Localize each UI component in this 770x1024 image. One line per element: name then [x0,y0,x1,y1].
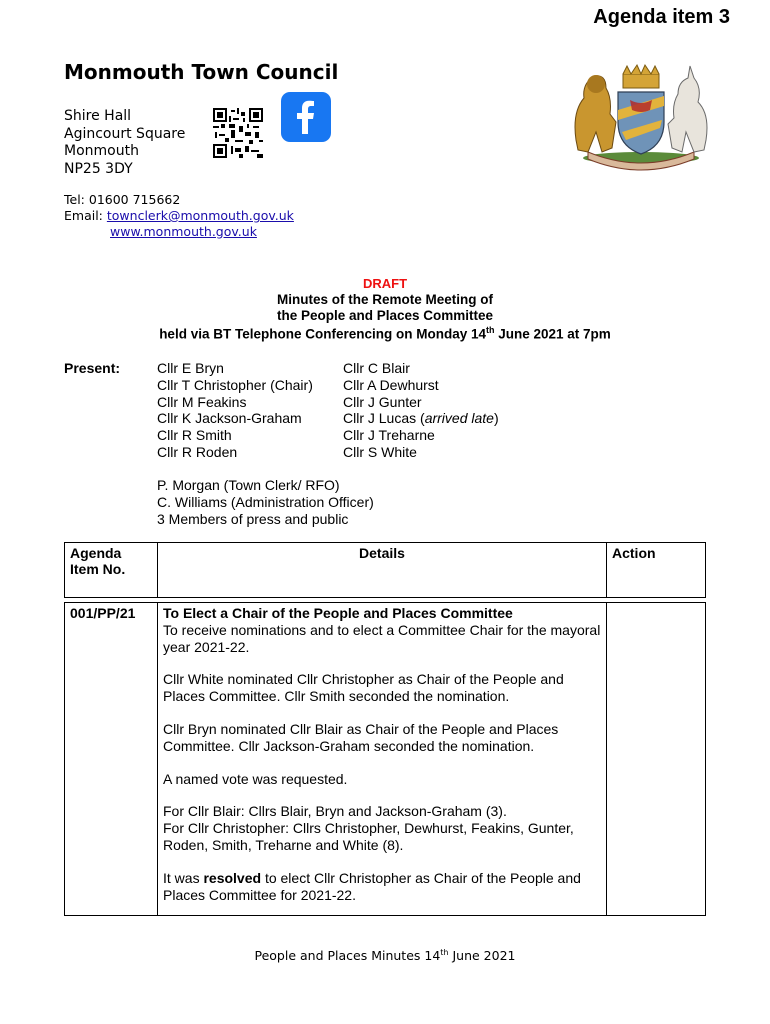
present-label: Present: [64,360,121,376]
email-row [64,208,294,224]
minutes-title-line [0,325,770,342]
footer-text: June 2021 [448,948,516,964]
item-heading: To Elect a Chair of the People and Places Committee [163,605,513,621]
attendee: Cllr K Jackson-Graham [157,410,302,427]
spacer [163,655,601,671]
address-block [64,108,185,178]
telephone: Tel: 01600 715662 [64,192,181,207]
officers-list [157,477,374,527]
table-header-row [65,543,706,598]
attendee: Cllr A Dewhurst [343,376,439,393]
item-paragraph: Cllr Bryn nominated Cllr Blair as Chair of the People and Places Committee. Cllr Jackson-Graham seconded the nomination. [163,720,559,754]
attendee: Cllr J Treharne [343,427,435,444]
item-paragraph: A named vote was requested. [163,770,348,787]
draft-label: DRAFT [362,276,408,291]
resolution-text: to elect Cllr Christopher as Chair of the People and Places Committee for 2021-22. [163,869,581,903]
table-row [65,603,706,916]
agenda-item-label: Agenda item 3 [593,6,730,28]
resolution [163,870,601,904]
resolution-keyword: resolved [203,869,262,886]
address-line: Monmouth [64,143,139,159]
email-link[interactable]: townclerk@monmouth.gov.uk [106,208,294,223]
officer: 3 Members of press and public [157,510,349,527]
council-name: Monmouth Town Council [64,60,339,84]
header-item-no: Agenda Item No. [65,543,158,598]
attendee-name: Cllr J Lucas ( [343,410,425,427]
vote-results [163,803,601,853]
footer-text: People and Places Minutes 14 [254,948,441,964]
vote-line: For Cllr Christopher: Cllrs Christopher, Dewhurst, Feakins, Gunter, Roden, Smith, Treharne and White (8). [163,820,574,853]
email-label: Email: [64,208,107,223]
qr-code-icon[interactable] [213,108,263,158]
attendee-note: arrived late [424,410,494,427]
attendee-list [157,360,313,461]
address-line: Shire Hall [64,108,132,124]
title-superscript: th [485,325,495,335]
officer: C. Williams (Administration Officer) [157,493,374,510]
item-details [158,603,607,916]
attendee: Cllr R Smith [157,427,232,444]
attendee-note-close: ) [493,410,499,427]
minutes-table [64,542,706,916]
item-action [607,603,706,916]
item-paragraph: Cllr White nominated Cllr Christopher as Chair of the People and Places Committee. Cllr Smith seconded the nomination. [163,671,564,705]
attendee-list [343,360,499,461]
attendee: Cllr S White [343,443,417,460]
title-text: held via BT Telephone Conferencing on Monday 14 [159,326,486,342]
header-action: Action [607,543,706,598]
council-crest [566,62,716,172]
page-footer [0,948,770,963]
item-block [163,605,601,655]
vote-line: For Cllr Blair: Cllrs Blair, Bryn and Jackson-Graham (3). [163,803,507,820]
attendee: Cllr T Christopher (Chair) [157,376,313,393]
minutes-title-line: Minutes of the Remote Meeting of [277,292,493,307]
address-line: Agincourt Square [64,125,186,142]
attendee [343,410,499,427]
facebook-f-icon [281,92,331,142]
website-link[interactable]: www.monmouth.gov.uk [110,224,257,239]
officer: P. Morgan (Town Clerk/ RFO) [157,477,340,493]
address-line: NP25 3DY [64,160,133,177]
contact-block [64,192,294,240]
attendee: Cllr C Blair [343,360,410,376]
facebook-icon[interactable] [281,92,331,142]
title-text: June 2021 at 7pm [494,326,611,342]
item-paragraph: To receive nominations and to elect a Committee Chair for the mayoral year 2021-22. [163,621,601,655]
minutes-title-line: the People and Places Committee [276,308,494,323]
item-number: 001/PP/21 [65,603,158,916]
header-details: Details [158,543,607,598]
attendee: Cllr M Feakins [157,393,247,410]
footer-superscript: th [440,948,449,957]
attendee: Cllr J Gunter [343,393,422,410]
attendee: Cllr E Bryn [157,360,224,376]
resolution-text: It was [163,869,204,886]
attendee: Cllr R Roden [157,443,238,460]
